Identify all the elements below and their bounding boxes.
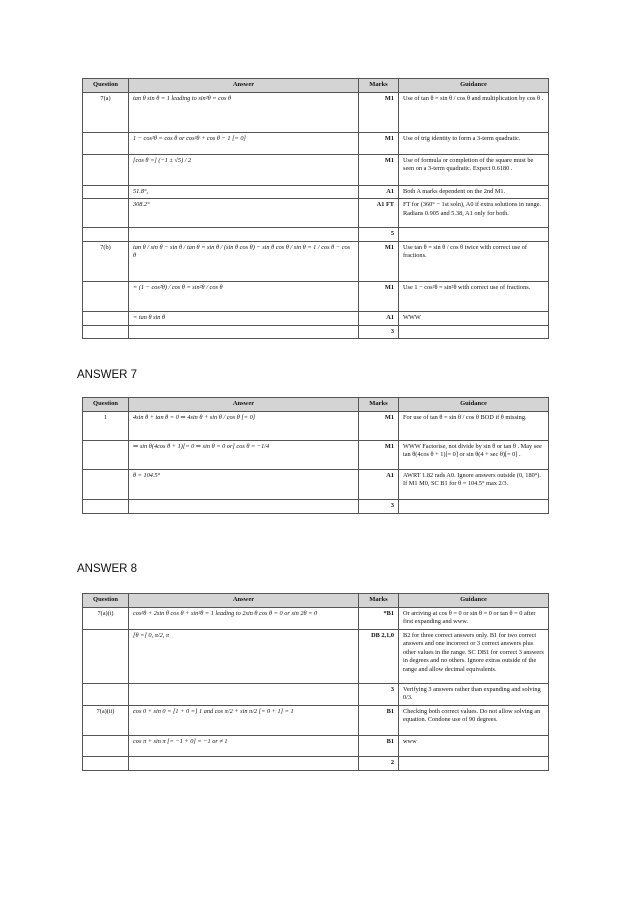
answer-cell [129, 683, 359, 705]
guidance-cell: Use of trig identity to form a 3-term quadratic. [399, 132, 549, 154]
question-cell [83, 629, 129, 683]
table-row [83, 440, 549, 469]
guidance-cell: Or arriving at cos θ = 0 or sin θ = 0 or tan θ = 0 after first expanding and www. [399, 607, 549, 629]
table-row [83, 311, 549, 325]
guidance-cell: Use of tan θ = sin θ / cos θ and multiplication by cos θ . [399, 92, 549, 132]
guidance-cell: Verifying 3 answers rather than expanding and solving 0/3. [399, 683, 549, 705]
answer-cell [129, 499, 359, 513]
guidance-cell: For use of tan θ = sin θ / cos θ BOD if θ missing. [399, 411, 549, 440]
question-cell [83, 756, 129, 770]
answer-cell: 308.2° [129, 199, 359, 228]
column-header-guidance: Guidance [399, 79, 549, 93]
mark-scheme-table-answer-8 [82, 593, 549, 771]
table-row [83, 629, 549, 683]
marks-cell: M1 [359, 154, 399, 185]
question-cell [83, 132, 129, 154]
guidance-cell: Use tan θ = sin θ / cos θ twice with correct use of fractions. [399, 241, 549, 281]
marks-total-cell: 3 [359, 325, 399, 339]
column-header-answer: Answer [129, 79, 359, 93]
marks-cell: M1 [359, 92, 399, 132]
marks-total-cell: 5 [359, 228, 399, 242]
guidance-cell: Both A marks dependent on the 2nd M1. [399, 185, 549, 199]
table-header-row [83, 79, 549, 93]
answer-cell: θ = 104.5° [129, 469, 359, 499]
answer-cell: = tan θ sin θ [129, 311, 359, 325]
column-header-guidance: Guidance [399, 398, 549, 412]
guidance-cell [399, 228, 549, 242]
guidance-cell: FT for (360° − 1st soln), A0 if extra solutions in range. Radians 0.905 and 5.38, A1 only for both. [399, 199, 549, 228]
question-cell [83, 281, 129, 311]
answer-cell: tan θ / sin θ − sin θ / tan θ = sin θ / (sin θ cos θ) − sin θ cos θ / sin θ = 1 / cos θ − cos θ [129, 241, 359, 281]
table-row [83, 199, 549, 228]
answer-cell: tan θ sin θ = 1 leading to sin²θ = cos θ [129, 92, 359, 132]
column-header-answer: Answer [129, 398, 359, 412]
table-row [83, 325, 549, 339]
guidance-cell: Checking both correct values. Do not allow solving an equation. Condone use of 90 degrees. [399, 705, 549, 735]
marks-cell: B1 [359, 705, 399, 735]
column-header-answer: Answer [129, 594, 359, 608]
marks-cell: M1 [359, 241, 399, 281]
answer-cell [129, 325, 359, 339]
question-cell [83, 154, 129, 185]
column-header-marks: Marks [359, 79, 399, 93]
marks-cell: A1 [359, 469, 399, 499]
table-row [83, 185, 549, 199]
table-row [83, 411, 549, 440]
table-row [83, 499, 549, 513]
guidance-cell: WWW Factorise, not divide by sin θ or tan θ . May see tan θ(4cos θ + 1)[= 0] or sin θ(4 + sec θ)[= 0] . [399, 440, 549, 469]
column-header-question: Question [83, 594, 129, 608]
table-row [83, 154, 549, 185]
answer-cell: cos π + sin π [= −1 + 0] = −1 or ≠ 1 [129, 735, 359, 756]
answer-cell: ⇒ sin θ(4cos θ + 1)[= 0 ⇒ sin θ = 0 or] cos θ = −1/4 [129, 440, 359, 469]
mark-scheme-table-7 [82, 78, 549, 339]
table-row [83, 735, 549, 756]
question-cell [83, 199, 129, 228]
question-cell [83, 683, 129, 705]
column-header-marks: Marks [359, 594, 399, 608]
answer-cell: 4sin θ + tan θ = 0 ⇒ 4sin θ + sin θ / cos θ [= 0] [129, 411, 359, 440]
column-header-guidance: Guidance [399, 594, 549, 608]
guidance-cell: Use of formula or completion of the square must be seen on a 3-term quadratic. Expect 0.6180 . [399, 154, 549, 185]
answer-cell: [θ =] 0, π/2, π [129, 629, 359, 683]
guidance-cell [399, 325, 549, 339]
table-header-row [83, 594, 549, 608]
guidance-cell: www [399, 735, 549, 756]
answer-cell: 1 − cos²θ = cos θ or cos²θ + cos θ − 1 [= 0] [129, 132, 359, 154]
question-cell: 7(b) [83, 241, 129, 281]
marks-cell: M1 [359, 281, 399, 311]
answer-cell: 51.8°, [129, 185, 359, 199]
table-row [83, 705, 549, 735]
answer-cell [129, 756, 359, 770]
table-row [83, 756, 549, 770]
table-row [83, 469, 549, 499]
answer-7-heading: ANSWER 7 [77, 369, 138, 381]
question-cell [83, 185, 129, 199]
marks-cell: B1 [359, 735, 399, 756]
marks-total-cell: 3 [359, 683, 399, 705]
question-cell [83, 735, 129, 756]
question-cell [83, 325, 129, 339]
question-cell: 7(a)(i) [83, 607, 129, 629]
answer-8-heading: ANSWER 8 [77, 563, 138, 575]
marks-cell: DB 2,1,0 [359, 629, 399, 683]
answer-cell: cos 0 + sin 0 = [1 + 0 =] 1 and cos π/2 + sin π/2 [= 0 + 1] = 1 [129, 705, 359, 735]
question-cell: 7(a) [83, 92, 129, 132]
question-cell [83, 440, 129, 469]
guidance-cell: AWRT 1.82 rads A0. Ignore answers outside (0, 180°). If M1 M0, SC B1 for θ = 104.5° max 2/3. [399, 469, 549, 499]
marks-cell: M1 [359, 440, 399, 469]
table-row [83, 92, 549, 132]
question-cell [83, 469, 129, 499]
column-header-question: Question [83, 79, 129, 93]
guidance-cell [399, 756, 549, 770]
table-row [83, 241, 549, 281]
marks-cell: M1 [359, 411, 399, 440]
question-cell: 7(a)(ii) [83, 705, 129, 735]
table-row [83, 607, 549, 629]
table-header-row [83, 398, 549, 412]
question-cell: 1 [83, 411, 129, 440]
guidance-cell: Use 1 − cos²θ = sin²θ with correct use of fractions. [399, 281, 549, 311]
column-header-question: Question [83, 398, 129, 412]
question-cell [83, 499, 129, 513]
marks-total-cell: 2 [359, 756, 399, 770]
column-header-marks: Marks [359, 398, 399, 412]
table-row [83, 132, 549, 154]
answer-cell: [cos θ =] (−1 ± √5) / 2 [129, 154, 359, 185]
table-row [83, 228, 549, 242]
marks-cell: A1 [359, 311, 399, 325]
question-cell [83, 228, 129, 242]
answer-cell [129, 228, 359, 242]
mark-scheme-table-answer-7 [82, 397, 549, 514]
guidance-cell: WWW [399, 311, 549, 325]
answer-cell: cos²θ + 2sin θ cos θ + sin²θ = 1 leading to 2sin θ cos θ = 0 or sin 2θ = 0 [129, 607, 359, 629]
marks-total-cell: 3 [359, 499, 399, 513]
marks-cell: M1 [359, 132, 399, 154]
marks-cell: A1 [359, 185, 399, 199]
marks-cell: A1 FT [359, 199, 399, 228]
guidance-cell: B2 for three correct answers only. B1 for two correct answers and one incorrect or 3 correct answers plus other values in the range. SC DB1 for correct 3 answers in degrees and no others. Ignore extras outside of the range and allow decimal equivalents. [399, 629, 549, 683]
answer-cell: = (1 − cos²θ) / cos θ = sin²θ / cos θ [129, 281, 359, 311]
table-row [83, 683, 549, 705]
guidance-cell [399, 499, 549, 513]
marks-cell: *B1 [359, 607, 399, 629]
question-cell [83, 311, 129, 325]
table-row [83, 281, 549, 311]
